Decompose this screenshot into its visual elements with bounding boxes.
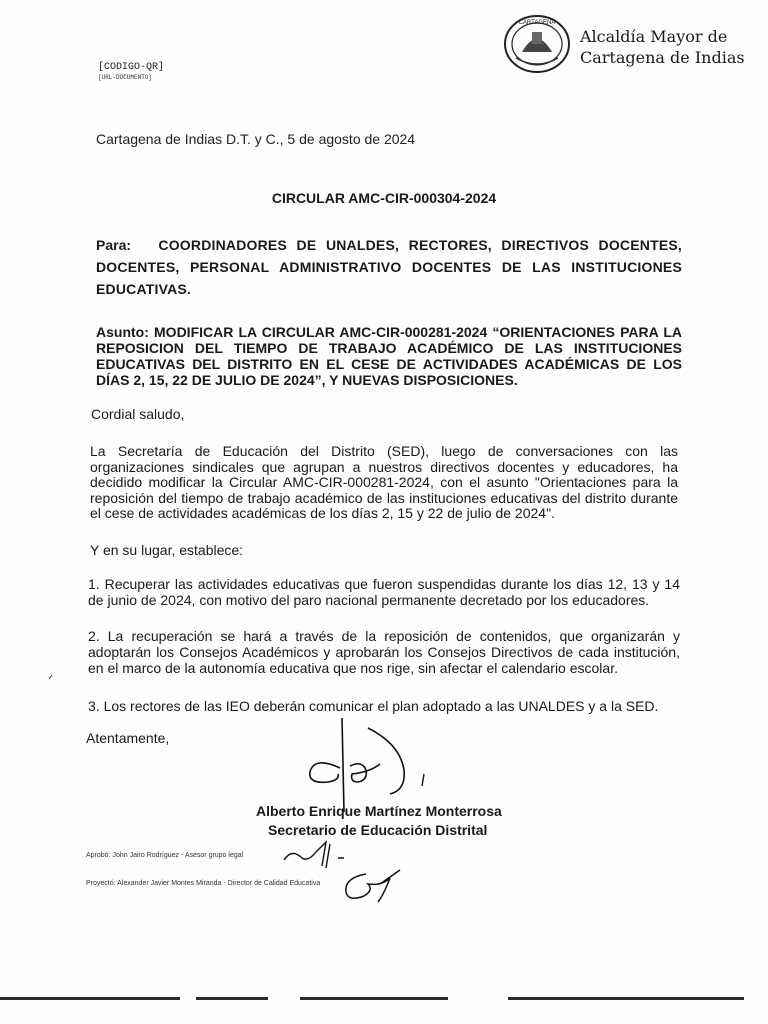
footer-divider (0, 997, 180, 1000)
closing-text: Atentamente, (86, 730, 170, 746)
footer-divider (508, 997, 744, 1000)
footer-divider (196, 997, 268, 1000)
stray-mark-icon (48, 674, 54, 680)
subject-block (96, 324, 682, 388)
organization-name (580, 26, 745, 68)
initials-signature-icon (338, 864, 408, 906)
org-line-2: Cartagena de Indias (580, 48, 745, 67)
url-document-placeholder: [URL-DOCUMENTO] (98, 74, 153, 81)
lead-in-text: Y en su lugar, establece: (90, 542, 244, 558)
document-date: Cartagena de Indias D.T. y C., 5 de agosto de 2024 (96, 131, 416, 147)
body-paragraph: La Secretaría de Educación del Distrito (SED), luego de conversaciones con las organizaciones sindicales que agrupan a nuestros directivos docentes y educadores, ha decidido modificar la Circular AMC-CIR-000281-2024, con el asunto "Orientaciones para la reposición del tiempo de trabajo académico de las instituciones educativas del distrito durante el cese de actividades académicas de los días 2, 15 y 22 de julio de 2024". (90, 443, 678, 521)
svg-text:CARTAGENA: CARTAGENA (518, 20, 556, 26)
recipients-label: Para: (96, 237, 132, 253)
footer-divider (300, 997, 448, 1000)
approved-by: Aprobó: John Jairo Rodríguez - Asesor grupo legal (86, 852, 244, 859)
subject-text: MODIFICAR LA CIRCULAR AMC-CIR-000281-2024 “ORIENTACIONES PARA LA REPOSICION DEL TIEMPO DE TRABAJO ACADÉMICO DE LAS INSTITUCIONES EDUCATIVAS DEL DISTRITO EN EL CESE DE ACTIVIDADES ACADÉMICAS DE LOS DÍAS 2, 15, 22 DE JULIO DE 2024”, Y NUEVAS DISPOSICIONES. (96, 324, 683, 388)
recipients-block (96, 234, 682, 300)
list-item: 2. La recuperación se hará a través de la reposición de contenidos, que organizarán y adoptarán los Consejos Académicos y aprobarán los Consejos Directivos de cada institución, en el marco de la autonomía educativa que nos rige, sin afectar el calendario escolar. (88, 628, 680, 676)
city-seal-icon (502, 14, 572, 74)
org-line-1: Alcaldía Mayor de (580, 27, 728, 46)
signer-title: Secretario de Educación Distrital (268, 822, 488, 838)
subject-label: Asunto: (96, 324, 149, 340)
signer-name: Alberto Enrique Martínez Monterrosa (256, 803, 502, 819)
circular-number: CIRCULAR AMC-CIR-000304-2024 (271, 190, 497, 206)
qr-code-placeholder: [CODIGO-QR] (98, 62, 165, 73)
greeting: Cordial saludo, (91, 406, 185, 422)
prepared-by: Proyectó: Alexander Javier Montes Miranda - Director de Calidad Educativa (86, 880, 321, 887)
list-item: 3. Los rectores de las IEO deberán comunicar el plan adoptado a las UNALDES y a la SED. (88, 698, 659, 714)
list-item: 1. Recuperar las actividades educativas que fueron suspendidas durante los días 12, 13 y 14 de junio de 2024, con motivo del paro nacional permanente decretado por los educadores. (88, 576, 680, 608)
recipients-text: COORDINADORES DE UNALDES, RECTORES, DIRECTIVOS DOCENTES, DOCENTES, PERSONAL ADMINISTRATIVO DOCENTES DE LAS INSTITUCIONES EDUCATIVAS. (96, 237, 683, 297)
